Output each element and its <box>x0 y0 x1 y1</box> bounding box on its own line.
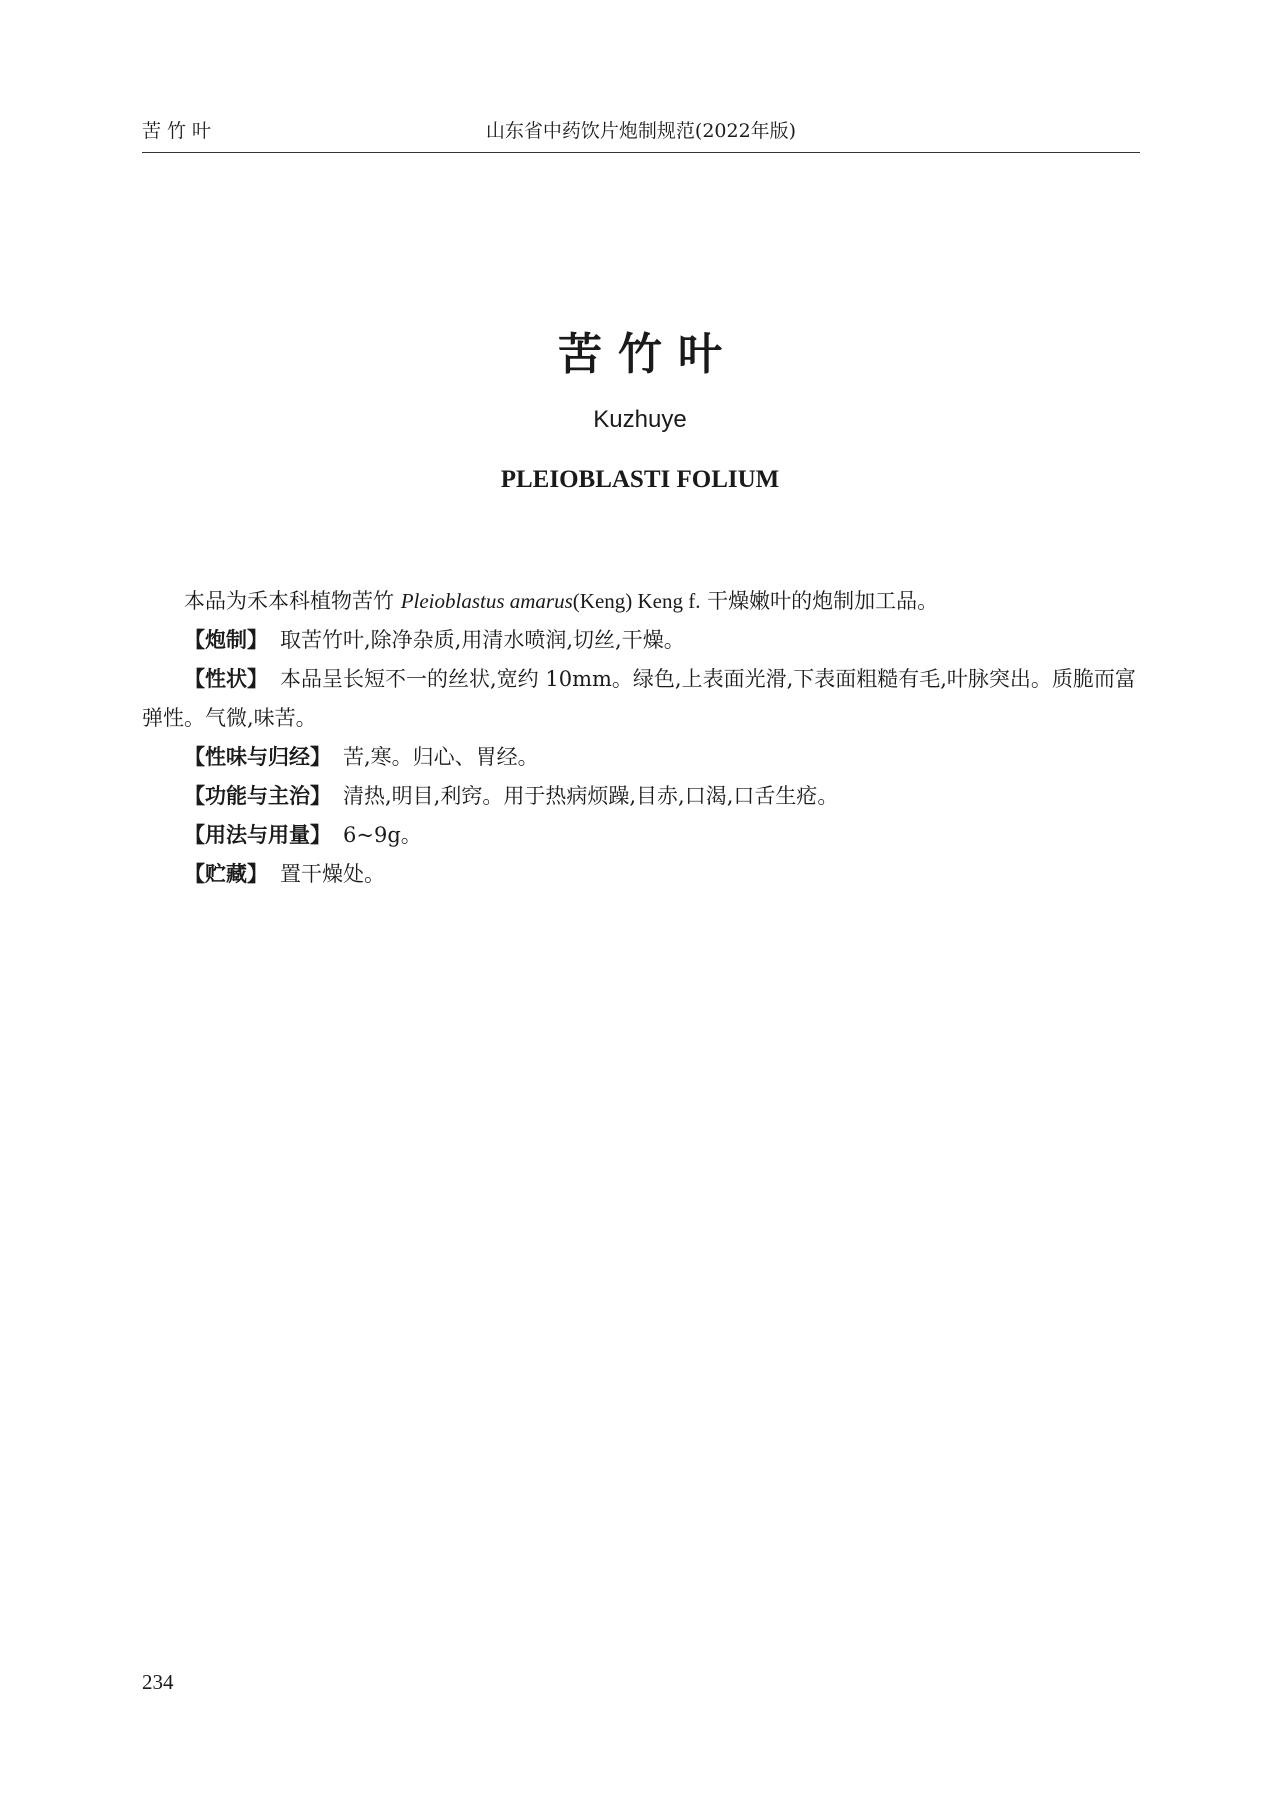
section-text: 苦,寒。归心、胃经。 <box>343 745 539 769</box>
header-divider <box>142 152 1140 153</box>
section-function-indication <box>142 777 1140 816</box>
section-processing <box>142 621 1140 660</box>
section-text: 取苦竹叶,除净杂质,用清水喷润,切丝,干燥。 <box>280 628 685 652</box>
section-storage <box>142 855 1140 894</box>
section-property-meridian <box>142 738 1140 777</box>
section-label: 【炮制】 <box>184 628 268 652</box>
entry-title-chinese: 苦竹叶 <box>558 329 738 380</box>
header-book-title: 山东省中药饮片炮制规范(2022年版) <box>485 120 797 142</box>
section-label: 【贮藏】 <box>184 862 268 886</box>
section-label: 【性味与归经】 <box>184 745 331 769</box>
header-entry-name: 苦竹叶 <box>142 120 218 142</box>
page-number: 234 <box>142 1670 174 1694</box>
intro-text-before: 本品为禾本科植物苦竹 <box>184 589 401 613</box>
section-label: 【用法与用量】 <box>184 823 331 847</box>
section-usage-dosage <box>142 816 1140 855</box>
entry-body <box>142 582 1140 894</box>
section-description <box>142 660 1140 738</box>
intro-paragraph <box>142 582 1140 621</box>
species-latin-name: Pleioblastus amarus <box>400 589 573 613</box>
section-text: 置干燥处。 <box>280 862 385 886</box>
section-label: 【性状】 <box>184 667 268 691</box>
species-authority: (Keng) Keng f. <box>572 589 701 613</box>
section-text: 本品呈长短不一的丝状,宽约 10mm。绿色,上表面光滑,下表面粗糙有毛,叶脉突出。质脆而富弹性。气微,味苦。 <box>142 667 1136 730</box>
entry-title-latin: PLEIOBLASTI FOLIUM <box>500 466 780 493</box>
running-header <box>142 112 1140 152</box>
entry-title-pinyin: Kuzhuye <box>593 406 687 433</box>
section-text: 6~9g。 <box>343 823 422 847</box>
intro-text-after: 干燥嫩叶的炮制加工品。 <box>700 589 939 613</box>
section-label: 【功能与主治】 <box>184 784 331 808</box>
section-text: 清热,明目,利窍。用于热病烦躁,目赤,口渴,口舌生疮。 <box>343 784 839 808</box>
